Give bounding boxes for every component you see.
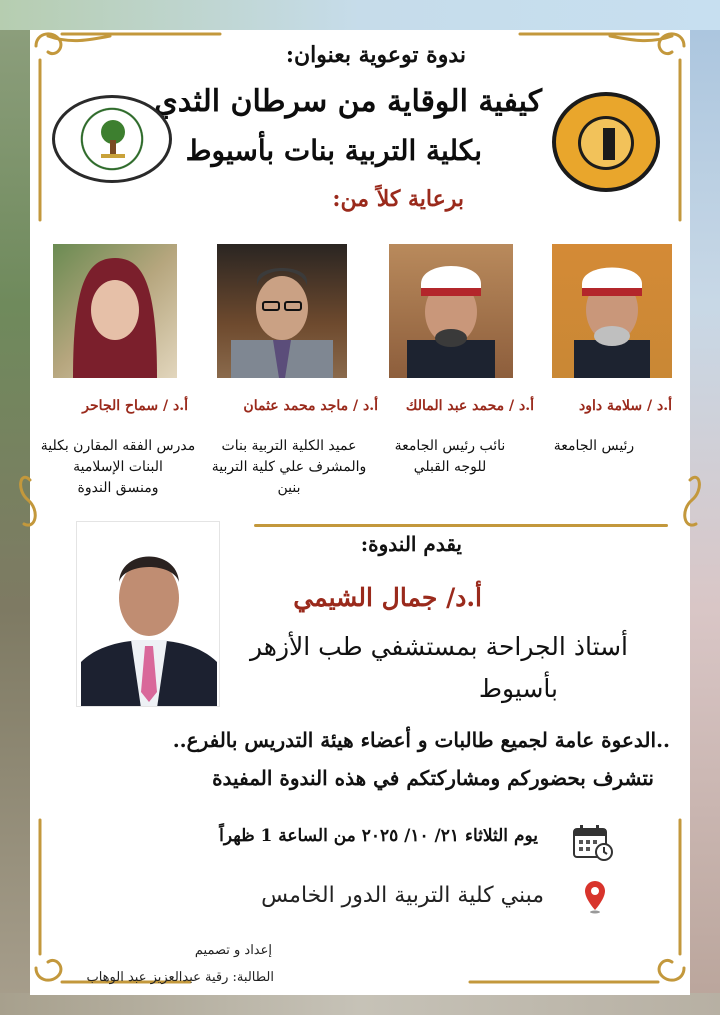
faculty-of-education-girls-assiut-logo — [52, 95, 172, 183]
sponsor-label: برعاية كلاً من: — [332, 186, 464, 212]
portrait-icon — [552, 244, 672, 378]
sponsor-1-name: أ.د / سلامة داود — [579, 398, 672, 414]
presenter-title — [240, 626, 628, 710]
sponsor-photo-2 — [389, 244, 513, 378]
sponsor-3-role-line2: والمشرف علي كلية التربية — [211, 459, 367, 475]
sponsor-photo-1 — [552, 244, 672, 378]
portrait-icon — [389, 244, 513, 378]
sponsor-2-role-line1: نائب رئيس الجامعة — [394, 438, 506, 454]
portrait-icon — [53, 244, 177, 378]
event-date: يوم الثلاثاء ٢١/ ١٠/ ٢٠٢٥ من الساعة 1 ظهراً — [219, 826, 538, 846]
location-pin-icon — [584, 880, 606, 914]
invitation-line2: نتشرف بحضوركم ومشاركتكم في هذه الندوة المفيدة — [212, 766, 654, 790]
sponsor-1-role — [528, 436, 660, 457]
sponsor-2-role — [380, 436, 520, 478]
credits-line1: إعداد و تصميم — [194, 943, 272, 958]
presenter-label: يقدم الندوة: — [360, 532, 462, 556]
intro-text: ندوة توعوية بعنوان: — [285, 42, 466, 68]
event-location: مبني كلية التربية الدور الخامس — [261, 883, 544, 908]
sponsor-photo-3 — [217, 244, 347, 378]
presenter-title-line1: أستاذ الجراحة بمستشفي طب الأزهر — [249, 632, 628, 661]
sponsor-4-role-line2: البنات الإسلامية — [73, 459, 163, 475]
sponsor-photo-4 — [53, 244, 177, 378]
calendar-icon — [572, 824, 614, 862]
sponsor-2-name: أ.د / محمد عبد المالك — [405, 398, 534, 414]
invitation-line1: ..الدعوة عامة لجميع طالبات و أعضاء هيئة التدريس بالفرع.. — [172, 728, 670, 752]
sponsor-3-role-line3: بنين — [277, 480, 301, 496]
presenter-name: أ.د/ جمال الشيمي — [293, 583, 482, 612]
seminar-title-line2: بكلية التربية بنات بأسيوط — [185, 134, 482, 167]
sponsor-3-name: أ.د / ماجد محمد عثمان — [243, 398, 378, 414]
portrait-icon — [217, 244, 347, 378]
sponsor-4-role-line3: ومنسق الندوة — [77, 480, 159, 496]
sponsor-4-name: أ.د / سماح الجاحر — [82, 398, 188, 414]
sponsor-1-role-line1: رئيس الجامعة — [553, 438, 635, 454]
sponsor-4-role — [30, 436, 206, 499]
credits-line2: الطالبة: رقية عبدالعزيز عبد الوهاب — [86, 970, 274, 985]
sponsor-3-role-line1: عميد الكلية التربية بنات — [221, 438, 357, 454]
al-azhar-university-logo — [552, 92, 660, 192]
minaret-icon — [603, 128, 615, 160]
background-top — [0, 0, 720, 30]
presenter-photo — [76, 521, 220, 707]
sponsor-3-role — [200, 436, 378, 499]
tree-icon — [93, 118, 133, 160]
seminar-title-line1: كيفية الوقاية من سرطان الثدي — [154, 84, 542, 119]
presenter-title-line2: بأسيوط — [478, 674, 558, 703]
sponsor-4-role-line1: مدرس الفقه المقارن بكلية — [40, 438, 196, 454]
section-divider — [254, 524, 668, 527]
background-bottom — [0, 993, 720, 1015]
portrait-icon — [77, 522, 220, 707]
sponsor-2-role-line2: للوجه القبلي — [413, 459, 487, 475]
al-azhar-logo-emblem — [578, 116, 634, 170]
